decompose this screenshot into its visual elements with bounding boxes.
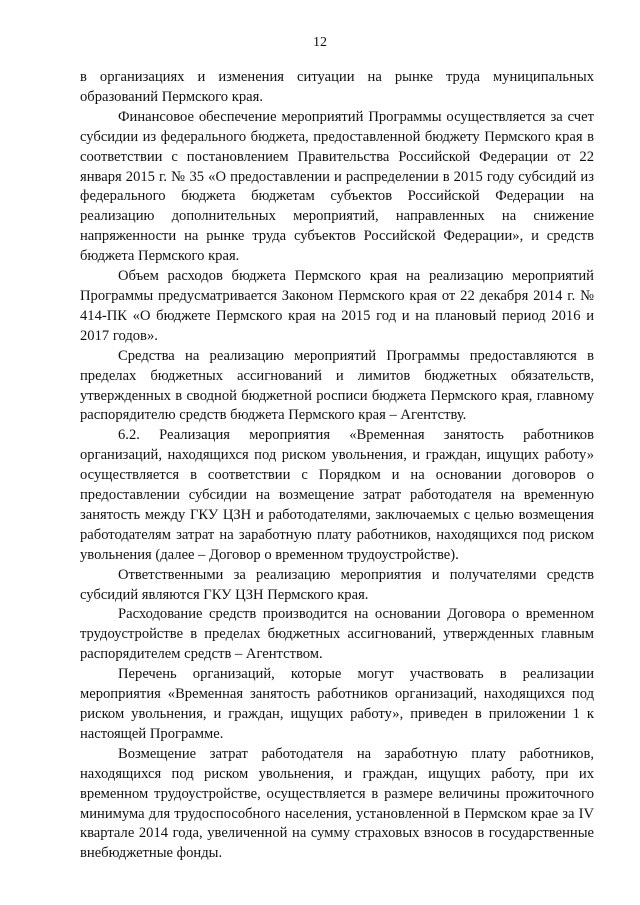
- paragraph-budget-law: Объем расходов бюджета Пермского края на реализацию мероприятий Программы предусматривается Законом Пермского края от 22 декабря 2014 г. № 414-ПК «О бюджете Пермского края на 2015 год и на плановый период 2016 и 2017 годов».: [80, 268, 594, 344]
- paragraph-spending-basis: Расходование средств производится на основании Договора о временном трудоустройстве в пределах бюджетных ассигнований, утвержденных главным распорядителем средств – Агентством.: [80, 606, 594, 663]
- paragraph-funding-source: Финансовое обеспечение мероприятий Программы осуществляется за счет субсидии из федерального бюджета, предоставленной бюджету Пермского края в соответствии с постановлением Правительства Российской Федерации от 22 января 2015 г. № 35 «О предоставлении и распределении в 2015 году субсидий из федерального бюджета бюджетам субъектов Российской Федерации на реализацию дополнительных мероприятий, направленных на снижение напряженности на рынке труда субъектов Российской Федерации», и средств бюджета Пермского края.: [80, 108, 594, 265]
- paragraph-continuation: в организациях и изменения ситуации на рынке труда муниципальных образований Пермского края.: [80, 69, 594, 105]
- paragraph-organization-list: Перечень организаций, которые могут участвовать в реализации мероприятия «Временная занятость работников организаций, находящихся под риском увольнения, и граждан, ищущих работу», приведен в приложении 1 к настоящей Программе.: [80, 666, 594, 742]
- paragraph-reimbursement: Возмещение затрат работодателя на заработную плату работников, находящихся под риском увольнения, и граждан, ищущих работу, при их временном трудоустройстве, осуществляется в размере величины прожиточного минимума для трудоспособного населения, установленной в Пермском крае за IV квартале 2014 года, увеличенной на сумму страховых взносов в государственные внебюджетные фонды.: [80, 745, 594, 862]
- paragraph-responsible-parties: Ответственными за реализацию мероприятия и получателями средств субсидий являются ГКУ ЦЗН Пермского края.: [80, 566, 594, 603]
- paragraph-section-6-2: 6.2. Реализация мероприятия «Временная занятость работников организаций, находящихся под риском увольнения, и граждан, ищущих работу» осуществляется в соответствии с Порядком и на основании договоров о предоставлении субсидии на возмещение затрат работодателя на временную занятость между ГКУ ЦЗН и работодателями, заключаемых с целью возмещения работодателям затрат на заработную плату работников, находящихся под риском увольнения (далее – Договор о временном трудоустройстве).: [80, 427, 594, 563]
- document-body: [80, 68, 594, 864]
- page-number: 12: [313, 35, 327, 50]
- paragraph-budget-allocations: Средства на реализацию мероприятий Программы предоставляются в пределах бюджетных ассигнований и лимитов бюджетных обязательств, утвержденных в сводной бюджетной росписи бюджета Пермского края, главному распорядителю средств бюджета Пермского края – Агентству.: [80, 347, 594, 424]
